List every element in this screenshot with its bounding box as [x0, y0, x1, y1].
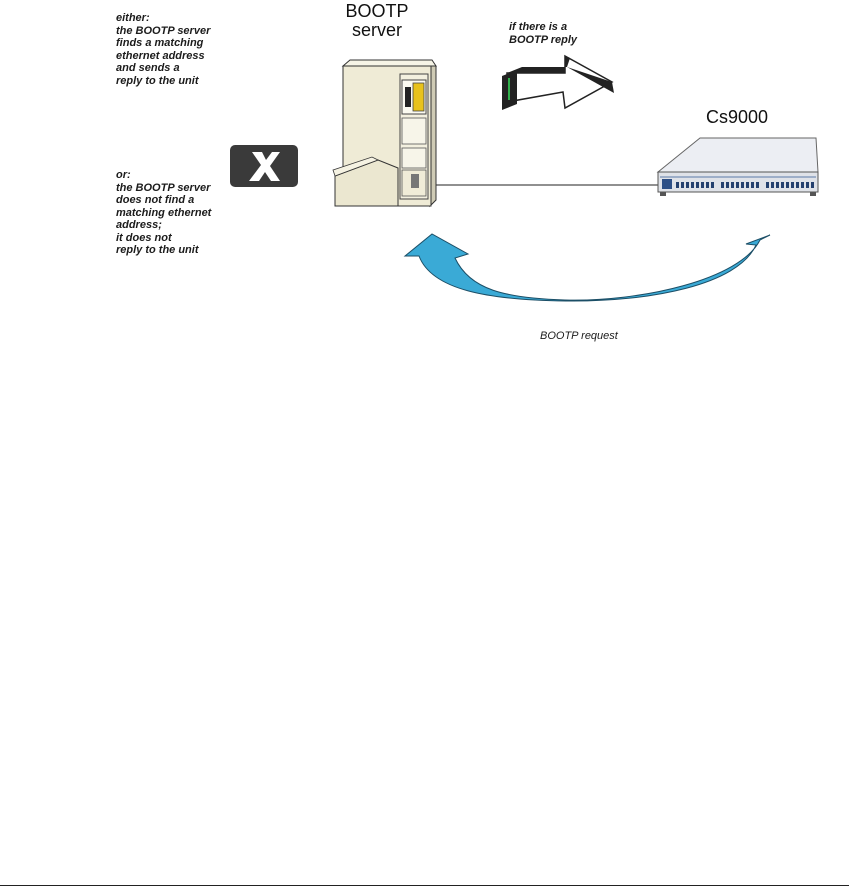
request-arrow-icon — [405, 234, 770, 301]
reply-note — [509, 21, 577, 46]
page-bottom-rule — [0, 885, 849, 886]
either-note — [116, 12, 210, 87]
or-note-line: reply to the unit — [116, 244, 199, 256]
either-note-line: reply to the unit — [116, 74, 199, 87]
either-note-line: the BOOTP server — [116, 24, 211, 37]
reject-badge — [230, 145, 298, 187]
request-label: BOOTP request — [540, 330, 618, 342]
either-note-line: and sends a — [116, 62, 180, 74]
either-note-line: ethernet address — [116, 49, 205, 62]
or-note-line: it does not — [116, 231, 172, 244]
device-label: Cs9000 — [705, 107, 769, 127]
or-note-line: address; — [116, 219, 162, 231]
or-note-line: matching ethernet — [116, 206, 212, 219]
or-note-line: does not find a — [116, 194, 195, 206]
rack-switch-icon — [658, 138, 818, 196]
server-title — [322, 2, 432, 40]
reply-arrow-icon — [502, 56, 614, 110]
or-note-line: the BOOTP server — [116, 181, 211, 194]
either-note-line: finds a matching — [116, 37, 204, 49]
or-note — [116, 169, 211, 257]
either-note-line: either: — [116, 12, 150, 24]
reply-note-line: if there is a — [509, 21, 568, 33]
reply-note-line: BOOTP reply — [509, 33, 578, 46]
or-note-line: or: — [116, 169, 131, 181]
server-title-line2: server — [351, 20, 402, 40]
tower-server-icon — [333, 60, 436, 206]
server-title-line1: BOOTP — [345, 1, 409, 21]
